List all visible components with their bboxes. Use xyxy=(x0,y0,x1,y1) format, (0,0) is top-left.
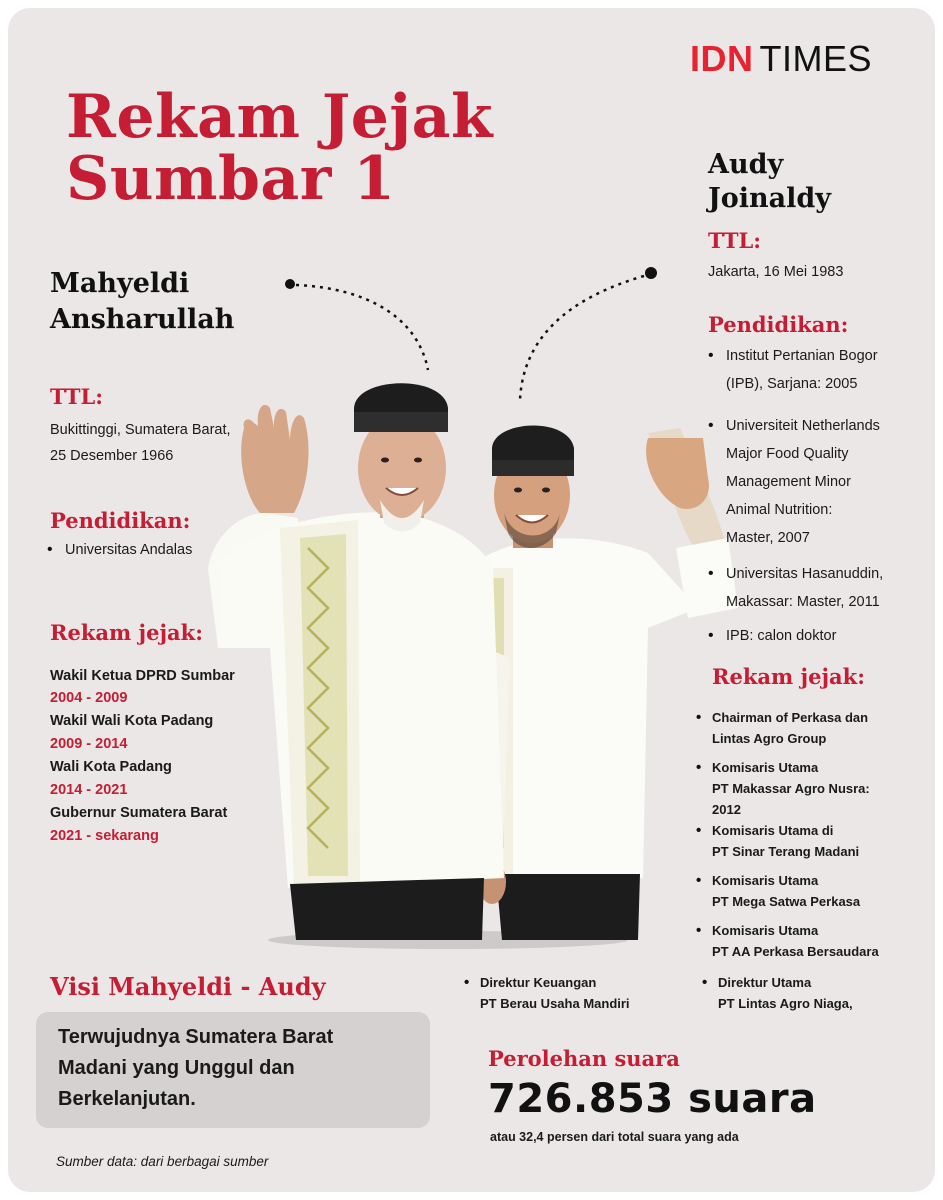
title-line-1: Rekam Jejak xyxy=(66,82,494,152)
right-pendidikan-item: • IPB: calon doktor xyxy=(726,622,836,650)
left-rekam-role: Wakil Ketua DPRD Sumbar xyxy=(50,668,235,684)
left-rekam-role: Gubernur Sumatera Barat xyxy=(50,805,228,821)
right-rekam-item: • Direktur Keuangan PT Berau Usaha Mandiri xyxy=(480,972,630,1014)
right-rekam-item: • Chairman of Perkasa dan Lintas Agro Group xyxy=(712,707,868,749)
right-rekam-heading: Rekam jejak: xyxy=(712,664,865,689)
title-line-2: Sumbar 1 xyxy=(66,144,396,214)
page-title xyxy=(66,82,494,214)
audy-name: Audy Joinaldy xyxy=(708,149,831,214)
idn-times-logo: IDN TIMES xyxy=(690,38,873,79)
left-rekam-role: Wali Kota Padang xyxy=(50,759,172,775)
mahyeldi-name: Mahyeldi Ansharullah xyxy=(50,268,235,335)
visi-heading: Visi Mahyeldi - Audy xyxy=(50,972,326,1001)
connector-line-right xyxy=(520,276,644,400)
left-rekam-years: 2021 - sekarang xyxy=(50,828,159,844)
right-ttl-value: Jakarta, 16 Mei 1983 xyxy=(708,264,844,280)
right-pendidikan-item: • Universiteit Netherlands Major Food Quality Management Minor Animal Nutrition: Master, 2007 xyxy=(726,412,880,552)
right-rekam-item: • Komisaris Utama PT AA Perkasa Bersaudara xyxy=(712,920,879,962)
left-rekam-role: Wakil Wali Kota Padang xyxy=(50,713,214,729)
right-rekam-item: • Komisaris Utama di PT Sinar Terang Madani xyxy=(712,820,859,862)
connector-dot-left xyxy=(285,279,295,289)
left-rekam-years: 2004 - 2009 xyxy=(50,690,128,706)
visi-text: Terwujudnya Sumatera Barat Madani yang Unggul dan Berkelanjutan. xyxy=(58,1026,334,1110)
audy-figure xyxy=(478,425,738,940)
vote-count: 726.853 suara xyxy=(488,1076,817,1122)
infographic-card xyxy=(8,8,935,1192)
left-rekam-heading: Rekam jejak: xyxy=(50,620,203,645)
left-rekam-years: 2014 - 2021 xyxy=(50,782,128,798)
source-note: Sumber data: dari berbagai sumber xyxy=(56,1154,269,1169)
connector-dot-right xyxy=(645,267,657,279)
right-rekam-item: • Komisaris Utama PT Makassar Agro Nusra: 2012 xyxy=(712,757,870,820)
right-rekam-item: • Direktur Utama PT Lintas Agro Niaga, xyxy=(718,972,853,1014)
right-ttl-heading: TTL: xyxy=(708,228,762,253)
right-pendidikan-item: • Universitas Hasanuddin, Makassar: Master, 2011 xyxy=(726,560,883,616)
connector-line-left xyxy=(296,285,428,370)
right-rekam-item: • Komisaris Utama PT Mega Satwa Perkasa xyxy=(712,870,860,912)
vote-percentage: atau 32,4 persen dari total suara yang ada xyxy=(490,1130,739,1144)
left-ttl-line-1: Bukittinggi, Sumatera Barat, xyxy=(50,422,231,438)
left-ttl-line-2: 25 Desember 1966 xyxy=(50,448,174,464)
left-rekam-years: 2009 - 2014 xyxy=(50,736,128,752)
left-ttl-heading: TTL: xyxy=(50,384,104,409)
left-pendidikan-heading: Pendidikan: xyxy=(50,508,191,533)
mahyeldi-figure xyxy=(208,383,504,940)
right-pendidikan-heading: Pendidikan: xyxy=(708,312,849,337)
right-pendidikan-item: • Institut Pertanian Bogor (IPB), Sarjana: 2005 xyxy=(726,342,878,398)
left-pendidikan-item: • Universitas Andalas xyxy=(65,536,192,564)
perolehan-heading: Perolehan suara xyxy=(488,1046,680,1071)
